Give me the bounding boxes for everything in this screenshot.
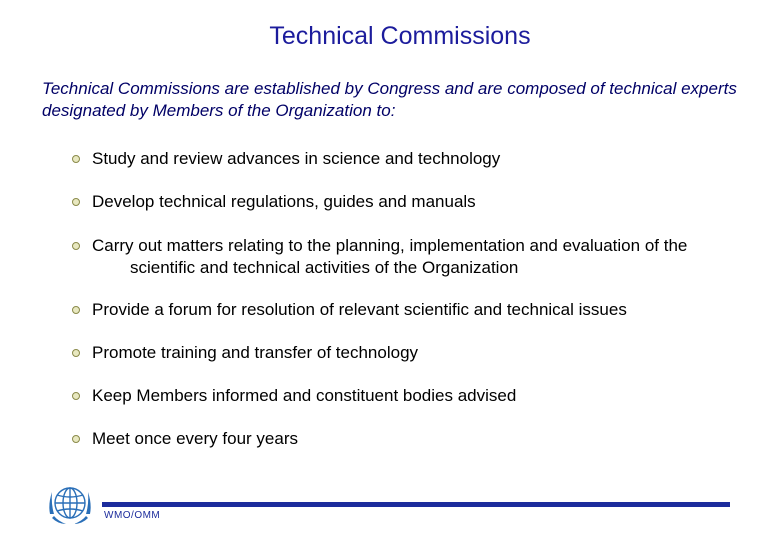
bullet-dot-icon — [72, 306, 80, 314]
wmo-emblem-icon — [44, 478, 96, 530]
bullet-dot-icon — [72, 435, 80, 443]
bullet-text: Develop technical regulations, guides and manuals — [92, 192, 476, 211]
footer-label: WMO/OMM — [104, 510, 161, 521]
bullet-text: Promote training and transfer of technology — [92, 343, 419, 362]
bullet-text: Study and review advances in science and technology — [92, 149, 501, 168]
bullet-text: Provide a forum for resolution of relevant scientific and technical issues — [92, 300, 627, 319]
bullet-text-block — [92, 235, 752, 279]
bullet-text: Meet once every four years — [92, 429, 298, 448]
bullet-dot-icon — [72, 242, 80, 250]
bullet-text: Carry out matters relating to the planning, implementation and evaluation of the — [92, 236, 688, 255]
intro-paragraph: Technical Commissions are established by Congress and are composed of technical experts designated by Members of the Organization to: — [42, 79, 737, 120]
bullet-text-continued: scientific and technical activities of the Organization — [130, 258, 519, 277]
bullet-dot-icon — [72, 392, 80, 400]
bullet-dot-icon — [72, 349, 80, 357]
bullet-dot-icon — [72, 198, 80, 206]
page-title: Technical Commissions — [269, 22, 531, 50]
bullet-text: Keep Members informed and constituent bodies advised — [92, 386, 517, 405]
footer-rule — [102, 502, 730, 507]
bullet-dot-icon — [72, 155, 80, 163]
